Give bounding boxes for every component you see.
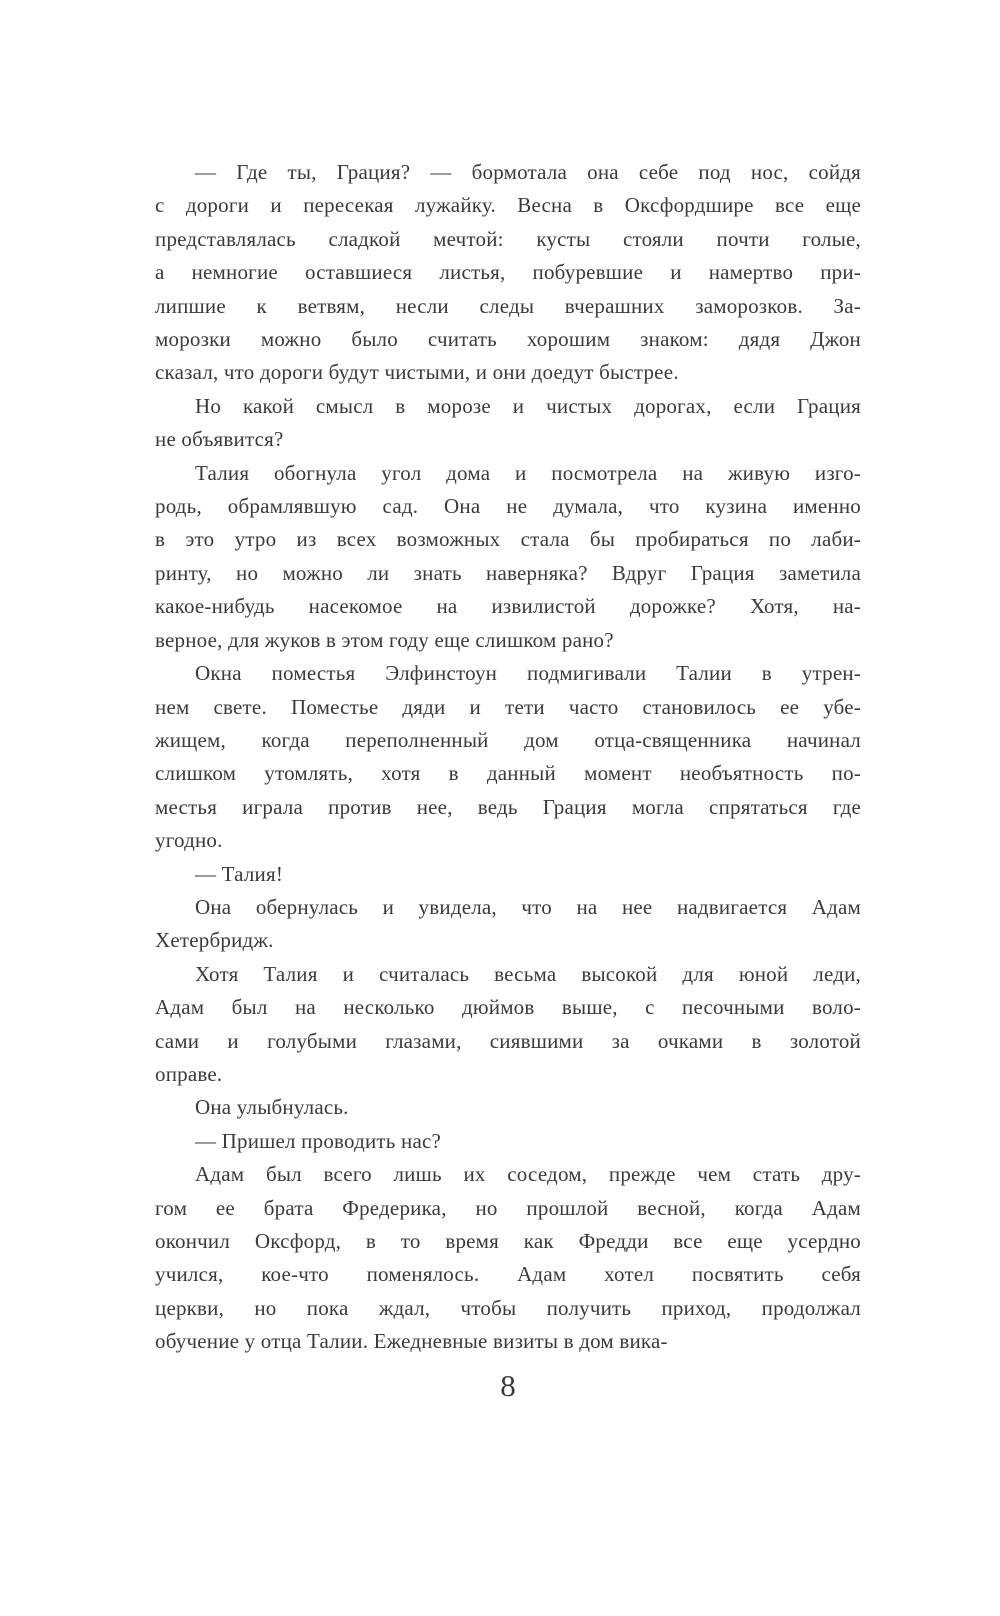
text-line: а немногие оставшиеся листья, побуревшие и намертво при- [155,260,861,285]
text-line: обучение у отца Талии. Ежедневные визиты в дом вика- [155,1329,668,1354]
text-line: учился, кое-что поменялось. Адам хотел посвятить себя [155,1262,861,1287]
text-line: верное, для жуков в этом году еще слишком рано? [155,627,614,652]
text-line: Окна поместья Элфинстоун подмигивали Талии в утрен- [195,661,861,686]
text-line: Адам был на несколько дюймов выше, с песочными воло- [155,995,861,1020]
text-line: нем свете. Поместье дяди и тети часто становилось ее убе- [155,694,861,719]
text-line: оправе. [155,1061,223,1086]
body-text [155,156,861,1359]
paragraph [155,657,861,857]
text-line: Она улыбнулась. [195,1095,349,1120]
text-line: Но какой смысл в морозе и чистых дорогах, если Грация [195,393,861,418]
text-line: окончил Оксфорд, в то время как Фредди все еще усердно [155,1229,861,1253]
text-line: представлялась сладкой мечтой: кусты стояли почти голые, [155,226,861,251]
text-line: угодно. [155,828,223,853]
text-line: церкви, но пока ждал, чтобы получить приход, продолжал [155,1295,861,1320]
text-line: в это утро из всех возможных стала бы пробираться по лаби- [155,527,861,552]
text-line: Она обернулась и увидела, что на нее надвигается Адам [195,894,861,919]
paragraph [155,958,861,1092]
paragraph [155,390,861,457]
text-line: сами и голубыми глазами, сиявшими за очками в золотой [155,1028,861,1053]
text-line: какое-нибудь насекомое на извилистой дорожке? Хотя, на- [155,594,861,619]
text-line: — Пришел проводить нас? [195,1128,442,1153]
text-line: — Где ты, Грация? — бормотала она себе под нос, сойдя [195,160,861,184]
text-line: липшие к ветвям, несли следы вчерашних заморозков. За- [155,293,861,318]
paragraph [155,156,861,390]
text-line: слишком утомлять, хотя в данный момент необъятность по- [155,761,861,786]
paragraph [155,1125,861,1158]
text-line: родь, обрамлявшую сад. Она не думала, что кузина именно [155,494,861,519]
paragraph [155,891,861,958]
text-line: с дороги и пересекая лужайку. Весна в Оксфордшире все еще [155,193,861,218]
page-number: 8 [500,1368,516,1403]
text-line: Хетербридж. [155,928,274,953]
text-line: Адам был всего лишь их соседом, прежде чем стать дру- [195,1162,861,1187]
text-line: ринту, но можно ли знать наверняка? Вдруг Грация заметила [155,560,861,585]
text-line: Хотя Талия и считалась весьма высокой для юной леди, [195,961,861,986]
text-line: морозки можно было считать хорошим знаком: дядя Джон [155,327,861,352]
paragraph [155,858,861,891]
text-line: гом ее брата Фредерика, но прошлой весной, когда Адам [155,1195,861,1220]
paragraph [155,457,861,657]
paragraph [155,1091,861,1124]
text-line: не объявится? [155,427,284,452]
text-line: — Талия! [195,861,284,886]
paragraph [155,1158,861,1358]
text-line: Талия обогнула угол дома и посмотрела на живую изго- [195,460,861,485]
text-line: местья играла против нее, ведь Грация могла спрятаться где [155,794,861,819]
text-line: жищем, когда переполненный дом отца-священника начинал [155,727,861,752]
text-line: сказал, что дороги будут чистыми, и они доедут быстрее. [155,360,679,385]
